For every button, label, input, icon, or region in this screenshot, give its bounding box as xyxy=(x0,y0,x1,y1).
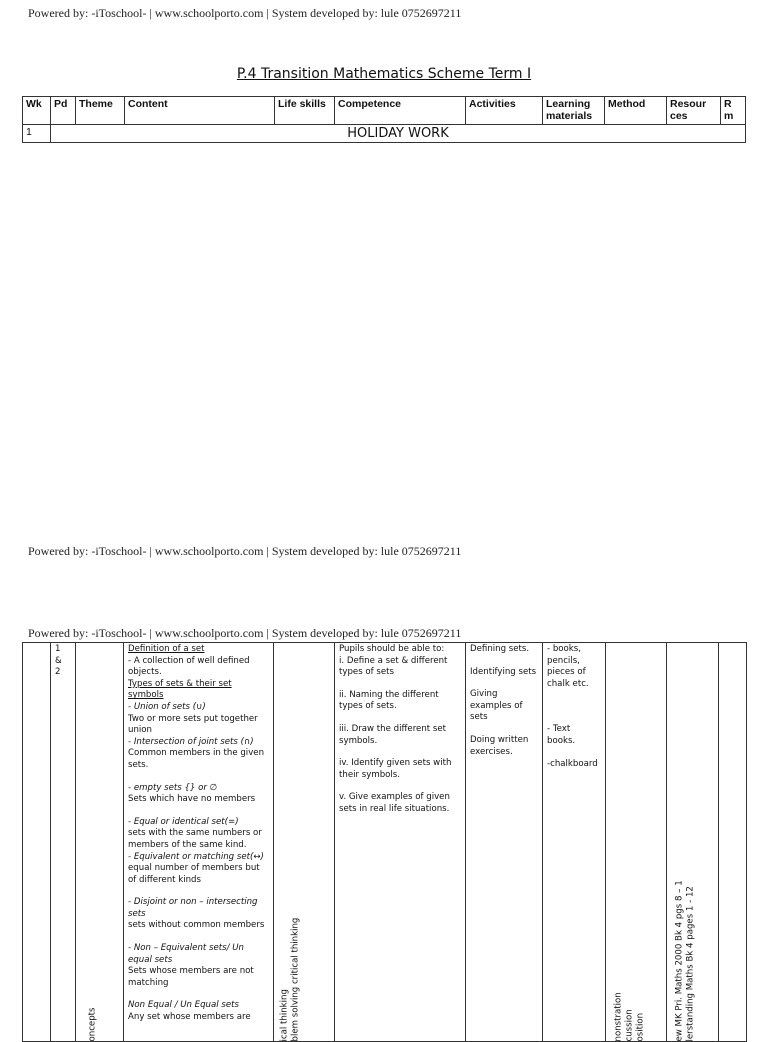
method-text: cussion xyxy=(624,1008,635,1041)
life-skill-text: ical thinking xyxy=(279,988,290,1041)
scheme-body-table xyxy=(22,642,747,1042)
competence-item: iv. Identify given sets with their symbols. xyxy=(339,758,452,780)
content-line: - empty sets {} or ∅ xyxy=(128,782,218,793)
material-item: -chalkboard xyxy=(547,758,598,769)
materials-cell xyxy=(543,643,606,1042)
header-wk: Wk xyxy=(23,97,51,125)
wk-cell xyxy=(23,643,51,1042)
content-line: Types of sets & their set symbols xyxy=(128,678,232,701)
period-text: & xyxy=(55,655,62,666)
header-pd: Pd xyxy=(51,97,76,125)
content-line: Common members in the given sets. xyxy=(128,748,265,770)
competence-item: i. Define a set & different types of sets xyxy=(339,655,448,678)
header-content: Content xyxy=(125,97,275,125)
content-line: - Non – Equivalent sets/ Un equal sets xyxy=(128,943,244,965)
content-line: - Intersection of joint sets (∩) xyxy=(128,736,254,747)
content-line xyxy=(128,886,269,897)
content-line xyxy=(128,932,269,943)
content-line: - Disjoint or non – intersecting sets xyxy=(128,897,258,919)
content-line: Non Equal / Un Equal sets xyxy=(128,1000,240,1011)
resource-text: ew MK Pri. Maths 2000 Bk 4 pgs 8 – 1 xyxy=(674,879,685,1041)
scheme-header-table xyxy=(22,96,746,143)
activities-cell xyxy=(466,643,543,1042)
content-line: sets with the same numbers or members of the same kind. xyxy=(128,828,262,850)
period-text: 1 xyxy=(55,644,61,654)
material-item: - Text books. xyxy=(547,724,576,746)
header-activities: Activities xyxy=(466,97,543,125)
competence-item: iii. Draw the different set symbols. xyxy=(339,723,447,746)
competence-item: ii. Naming the different types of sets. xyxy=(339,689,439,712)
holiday-week: 1 xyxy=(23,125,51,143)
life-skills-cell xyxy=(274,643,335,1042)
content-line: Sets whose members are not matching xyxy=(128,966,254,988)
header-competence: Competence xyxy=(335,97,466,125)
powered-by-footer: Powered by: -iToschool- | www.schoolporto.com | System developed by: lule 0752697211 xyxy=(28,544,462,558)
content-line xyxy=(128,989,269,1000)
method-cell xyxy=(606,643,667,1042)
material-item: - books, pencils, pieces of chalk etc. xyxy=(547,644,589,689)
powered-by-footer: Powered by: -iToschool- | www.schoolporto.com | System developed by: lule 0752697211 xyxy=(28,626,462,640)
activity-item: Doing written exercises. xyxy=(470,734,529,757)
resource-text: lerstanding Maths Bk 4 pages 1 - 12 xyxy=(685,885,696,1041)
remarks-cell xyxy=(719,643,747,1042)
activity-item: Defining sets. xyxy=(470,644,530,654)
theme-cell xyxy=(76,643,124,1042)
theme-text: oncepts xyxy=(87,1006,98,1041)
competence-cell xyxy=(335,643,466,1042)
header-method: Method xyxy=(605,97,667,125)
competence-item: Pupils should be able to: xyxy=(339,644,445,654)
period-text: 2 xyxy=(55,667,61,678)
method-text: nonstration xyxy=(613,991,624,1041)
header-learning-materials: Learning materials xyxy=(543,97,605,125)
content-line: equal number of members but of different kinds xyxy=(128,863,260,885)
pd-cell xyxy=(51,643,76,1042)
activity-item: Identifying sets xyxy=(470,666,537,677)
content-line: Definition of a set xyxy=(128,644,205,654)
content-line: - Equivalent or matching set(↔) xyxy=(128,851,264,862)
competence-item: v. Give examples of given sets in real life situations. xyxy=(339,792,450,814)
content-line xyxy=(128,806,269,817)
header-theme: Theme xyxy=(76,97,125,125)
method-text: osition xyxy=(635,1012,646,1041)
content-line: Sets which have no members xyxy=(128,794,256,805)
powered-by-footer: Powered by: -iToschool- | www.schoolporto.com | System developed by: lule 0752697211 xyxy=(28,6,462,20)
page-title: P.4 Transition Mathematics Scheme Term I xyxy=(236,66,532,82)
holiday-work: HOLIDAY WORK xyxy=(51,125,746,143)
content-line: sets without common members xyxy=(128,920,265,931)
content-line: Two or more sets put together union xyxy=(128,713,258,736)
content-cell xyxy=(124,643,274,1042)
content-line: - Union of sets (∪) xyxy=(128,701,206,712)
content-line: Any set whose members are xyxy=(128,1012,251,1023)
life-skill-text: blem solving critical thinking xyxy=(290,917,301,1041)
header-resources: Resour ces xyxy=(667,97,721,125)
content-line: - A collection of well defined objects. xyxy=(128,655,250,678)
resources-cell xyxy=(667,643,719,1042)
header-life-skills: Life skills xyxy=(275,97,335,125)
content-line: - Equal or identical set(=) xyxy=(128,816,239,827)
content-line xyxy=(128,772,269,783)
header-remarks: R m xyxy=(721,97,746,125)
activity-item: Giving examples of sets xyxy=(470,689,523,723)
